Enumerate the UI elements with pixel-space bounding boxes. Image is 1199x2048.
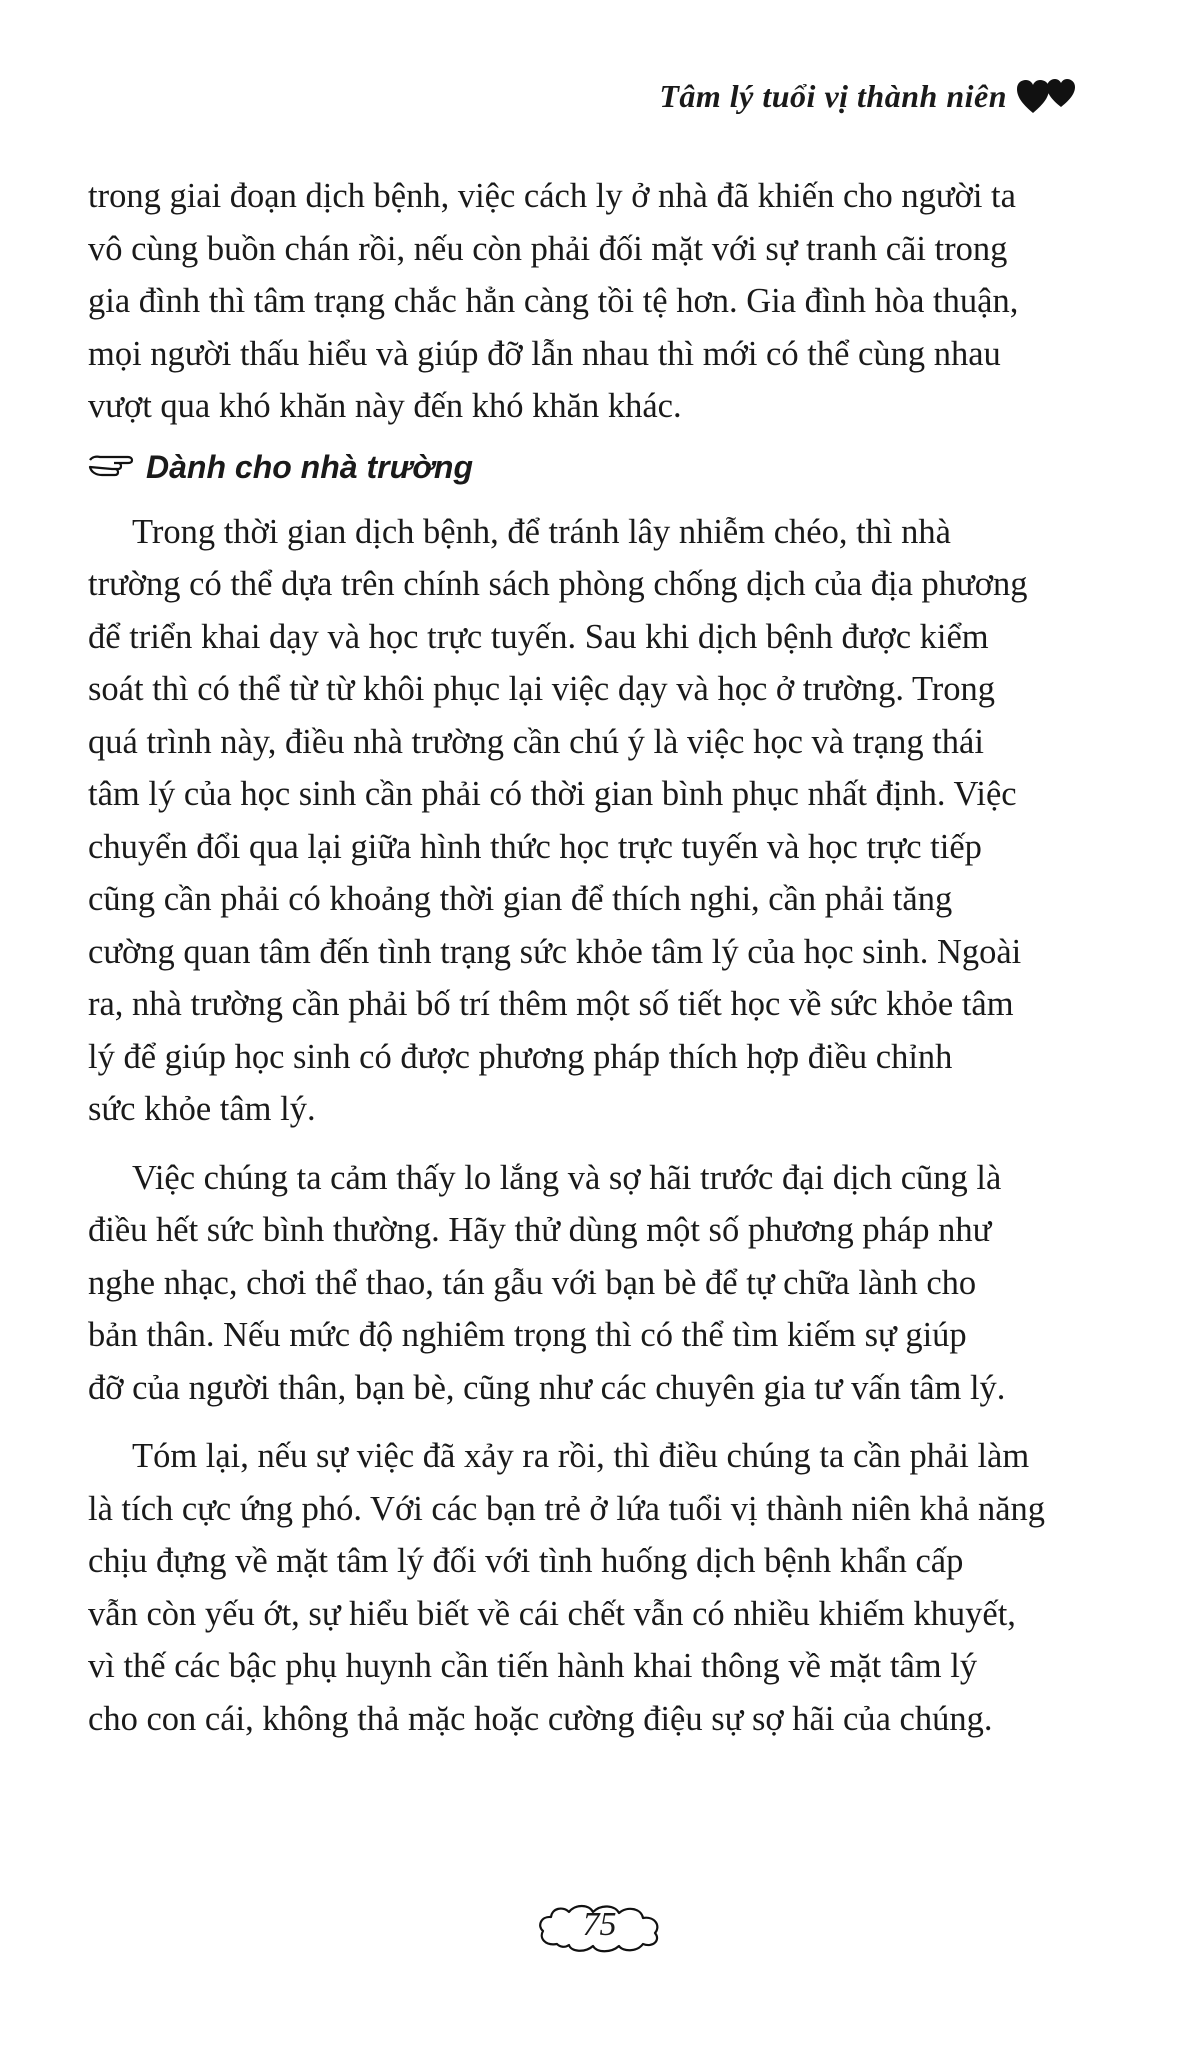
text-line: chuyển đổi qua lại giữa hình thức học trực tuyến và học trực tiếp <box>88 827 982 866</box>
text-line: vì thế các bậc phụ huynh cần tiến hành khai thông về mặt tâm lý <box>88 1647 978 1685</box>
text-line: Việc chúng ta cảm thấy lo lắng và sợ hãi trước đại dịch cũng là <box>132 1158 1002 1197</box>
section-heading <box>88 449 1088 486</box>
text-line: vẫn còn yếu ớt, sự hiểu biết về cái chết vẫn có nhiều khiếm khuyết, <box>88 1594 1016 1633</box>
text-line: điều hết sức bình thường. Hãy thử dùng một số phương pháp như <box>88 1211 992 1249</box>
page-number: 75 <box>582 1906 617 1943</box>
text-line: Trong thời gian dịch bệnh, để tránh lây nhiễm chéo, thì nhà <box>132 512 951 551</box>
two-hearts-icon <box>1017 79 1079 115</box>
text-line: bản thân. Nếu mức độ nghiêm trọng thì có thể tìm kiếm sự giúp <box>88 1316 967 1354</box>
paragraph-school <box>88 506 1088 1136</box>
text-line: sức khỏe tâm lý. <box>88 1090 316 1128</box>
text-line: vô cùng buồn chán rồi, nếu còn phải đối mặt với sự tranh cãi trong <box>88 229 1008 268</box>
text-line: là tích cực ứng phó. Với các bạn trẻ ở lứa tuổi vị thành niên khả năng <box>88 1489 1046 1528</box>
text-line: đỡ của người thân, bạn bè, cũng như các chuyên gia tư vấn tâm lý. <box>88 1368 1006 1407</box>
header-title: Tâm lý tuổi vị thành niên <box>659 78 1007 114</box>
text-line: vượt qua khó khăn này đến khó khăn khác. <box>88 387 682 425</box>
paragraph-conclusion <box>88 1430 1088 1745</box>
text-line: mọi người thấu hiểu và giúp đỡ lẫn nhau thì mới có thể cùng nhau <box>88 334 1001 373</box>
text-line: nghe nhạc, chơi thể thao, tán gẫu với bạn bè để tự chữa lành cho <box>88 1263 977 1302</box>
text-line: cho con cái, không thả mặc hoặc cường điệu sự sợ hãi của chúng. <box>88 1699 993 1738</box>
paragraph-intro <box>88 170 1088 433</box>
text-line: Tóm lại, nếu sự việc đã xảy ra rồi, thì điều chúng ta cần phải làm <box>132 1437 1030 1475</box>
page-footer <box>535 1898 665 1956</box>
text-line: cường quan tâm đến tình trạng sức khỏe tâm lý của học sinh. Ngoài <box>88 932 1022 971</box>
running-header <box>659 78 1079 115</box>
text-line: trường có thể dựa trên chính sách phòng chống dịch của địa phương <box>88 565 1028 603</box>
text-line: gia đình thì tâm trạng chắc hẳn càng tồi tệ hơn. Gia đình hòa thuận, <box>88 282 1019 320</box>
text-line: soát thì có thể từ từ khôi phục lại việc dạy và học ở trường. Trong <box>88 670 996 708</box>
text-line: để triển khai dạy và học trực tuyến. Sau khi dịch bệnh được kiểm <box>88 617 989 656</box>
paragraph-feelings <box>88 1152 1088 1415</box>
page-body <box>88 170 1088 1761</box>
pointing-hand-icon <box>88 449 134 486</box>
text-line: ra, nhà trường cần phải bố trí thêm một số tiết học về sức khỏe tâm <box>88 985 1014 1023</box>
text-line: cũng cần phải có khoảng thời gian để thích nghi, cần phải tăng <box>88 880 953 918</box>
text-line: trong giai đoạn dịch bệnh, việc cách ly ở nhà đã khiến cho người ta <box>88 177 1016 215</box>
text-line: chịu đựng về mặt tâm lý đối với tình huống dịch bệnh khẩn cấp <box>88 1542 964 1580</box>
text-line: lý để giúp học sinh có được phương pháp thích hợp điều chỉnh <box>88 1037 953 1076</box>
section-title: Dành cho nhà trường <box>146 448 473 485</box>
text-line: tâm lý của học sinh cần phải có thời gian bình phục nhất định. Việc <box>88 775 1017 813</box>
text-line: quá trình này, điều nhà trường cần chú ý là việc học và trạng thái <box>88 722 984 761</box>
